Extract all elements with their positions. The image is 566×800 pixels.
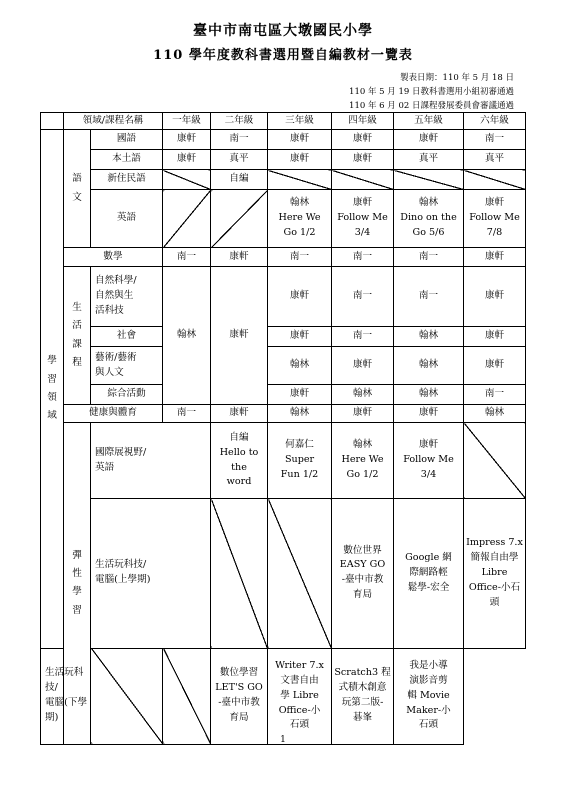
table-row — [41, 385, 526, 405]
empty-cell — [163, 648, 211, 744]
subject-social: 社會 — [91, 327, 163, 347]
table-row — [41, 327, 526, 347]
subject-chinese: 國語 — [91, 130, 163, 150]
cell: 翰林 — [394, 385, 464, 405]
cell: 康軒 — [332, 405, 394, 423]
cell: 南一 — [394, 248, 464, 267]
cell: 康軒 — [163, 130, 211, 150]
empty-cell — [163, 170, 211, 190]
subject-native: 本土語 — [91, 150, 163, 170]
cell: 康軒 — [268, 130, 332, 150]
empty-cell — [211, 499, 268, 649]
cell: 康軒 — [464, 248, 526, 267]
life-group-label: 生 活 課 程 — [64, 267, 91, 405]
empty-cell — [91, 648, 163, 744]
empty-cell — [464, 170, 526, 190]
meta-date: 製表日期：110 年 5 月 18 日 — [400, 73, 514, 83]
cell: 康軒 — [211, 405, 268, 423]
subject-tech-first: 生活玩科技/ 電腦(上學期) — [91, 499, 211, 649]
page-title: 臺中市南屯區大墩國民小學 — [193, 23, 373, 39]
page-number: 1 — [280, 735, 286, 745]
cell: 翰林 Here We Go 1/2 — [268, 190, 332, 248]
subject-math: 數學 — [64, 248, 163, 267]
subject-global: 國際展視野/ 英語 — [91, 423, 211, 499]
cell: 南一 — [332, 267, 394, 327]
empty-cell — [268, 499, 332, 649]
cell: Google 網 際網路輕 鬆學-宏全 — [394, 499, 464, 649]
empty-cell — [211, 190, 268, 248]
cell: 真平 — [464, 150, 526, 170]
table-row — [41, 190, 526, 248]
cell: 南一 — [332, 327, 394, 347]
cell: 南一 — [464, 385, 526, 405]
cell: 南一 — [211, 130, 268, 150]
subject-health: 健康與體育 — [64, 405, 163, 423]
meta-review: 110 年 5 月 19 日教科書選用小組初審通過 — [349, 87, 514, 97]
cell: 翰林 — [163, 267, 211, 405]
empty-cell — [464, 423, 526, 499]
cell: 康軒 Follow Me 7/8 — [464, 190, 526, 248]
table-row — [41, 248, 526, 267]
cell: Scratch3 程 式積木創意 玩第二版- 碁峯 — [332, 648, 394, 744]
page-subtitle: 110 學年度教科書選用暨自編教材一覽表 — [153, 48, 413, 63]
cell: 何嘉仁 Super Fun 1/2 — [268, 423, 332, 499]
subject-science: 自然科學/ 自然與生 活科技 — [91, 267, 163, 327]
cell: 康軒 — [332, 347, 394, 385]
empty-cell — [163, 190, 211, 248]
cell: 翰林 — [464, 405, 526, 423]
table-row — [41, 150, 526, 170]
cell: 康軒 — [464, 267, 526, 327]
cell: 南一 — [394, 267, 464, 327]
flexible-label: 彈 性 學 習 — [64, 423, 91, 745]
subject-tech-second: 生活玩科技/ 電腦(下學期) — [41, 648, 91, 744]
cell: 康軒 — [268, 327, 332, 347]
language-group-label: 語 文 — [64, 130, 91, 248]
header-g4: 四年級 — [332, 113, 394, 130]
empty-cell — [332, 170, 394, 190]
cell: 康軒 — [163, 150, 211, 170]
cell: Impress 7.x 簡報自由學 Libre Office-小石 頭 — [464, 499, 526, 649]
cell: 數位學習 LET'S GO -臺中市教 育局 — [211, 648, 268, 744]
cell: 我是小導 演影音剪 輯 Movie Maker-小 石頭 — [394, 648, 464, 744]
cell: 康軒 — [394, 405, 464, 423]
subject-new-resident: 新住民語 — [91, 170, 163, 190]
header-g6: 六年級 — [464, 113, 526, 130]
cell: 翰林 — [268, 347, 332, 385]
subject-english: 英語 — [91, 190, 163, 248]
cell: 康軒 — [332, 150, 394, 170]
cell: 康軒 Follow Me 3/4 — [332, 190, 394, 248]
table-row — [41, 648, 526, 744]
cell: 南一 — [268, 248, 332, 267]
cell: 翰林 — [394, 327, 464, 347]
cell: 數位世界 EASY GO -臺中市教 育局 — [332, 499, 394, 649]
cell: 南一 — [464, 130, 526, 150]
cell: 康軒 Follow Me 3/4 — [394, 423, 464, 499]
cell: 翰林 Here We Go 1/2 — [332, 423, 394, 499]
cell: 南一 — [163, 248, 211, 267]
cell: 南一 — [332, 248, 394, 267]
cell: 康軒 — [268, 150, 332, 170]
cell: 翰林 — [268, 405, 332, 423]
table-row — [41, 347, 526, 385]
table-row — [41, 170, 526, 190]
empty-cell — [268, 170, 332, 190]
cell: 康軒 — [394, 130, 464, 150]
cell: 康軒 — [268, 385, 332, 405]
cell: 康軒 — [268, 267, 332, 327]
cell: 康軒 — [464, 347, 526, 385]
learning-domain-label: 學 習 領 域 — [41, 130, 64, 649]
meta-approval: 110 年 6 月 02 日課程發展委員會審議通過 — [349, 101, 514, 111]
header-g3: 三年級 — [268, 113, 332, 130]
cell: 真平 — [394, 150, 464, 170]
header-domain: 領域/課程名稱 — [64, 113, 163, 130]
cell: 翰林 — [332, 385, 394, 405]
subject-integrated: 綜合活動 — [91, 385, 163, 405]
cell: 康軒 — [464, 327, 526, 347]
table-row — [41, 267, 526, 327]
cell: Writer 7.x 文書自由 學 Libre Office-小 石頭 — [268, 648, 332, 744]
header-g2: 二年級 — [211, 113, 268, 130]
header-g1: 一年級 — [163, 113, 211, 130]
table-row — [41, 499, 526, 649]
cell: 自編 Hello to the word — [211, 423, 268, 499]
table-row — [41, 423, 526, 499]
cell: 翰林 — [394, 347, 464, 385]
subject-arts: 藝術/藝術 與人文 — [91, 347, 163, 385]
cell: 翰林 Dino on the Go 5/6 — [394, 190, 464, 248]
cell: 康軒 — [211, 267, 268, 405]
cell: 康軒 — [332, 130, 394, 150]
header-g5: 五年級 — [394, 113, 464, 130]
table-row — [41, 130, 526, 150]
textbook-table — [40, 112, 526, 745]
empty-cell — [394, 170, 464, 190]
cell: 南一 — [163, 405, 211, 423]
cell: 康軒 — [211, 248, 268, 267]
header-row — [41, 113, 526, 130]
table-row — [41, 405, 526, 423]
cell: 真平 — [211, 150, 268, 170]
cell: 自編 — [211, 170, 268, 190]
